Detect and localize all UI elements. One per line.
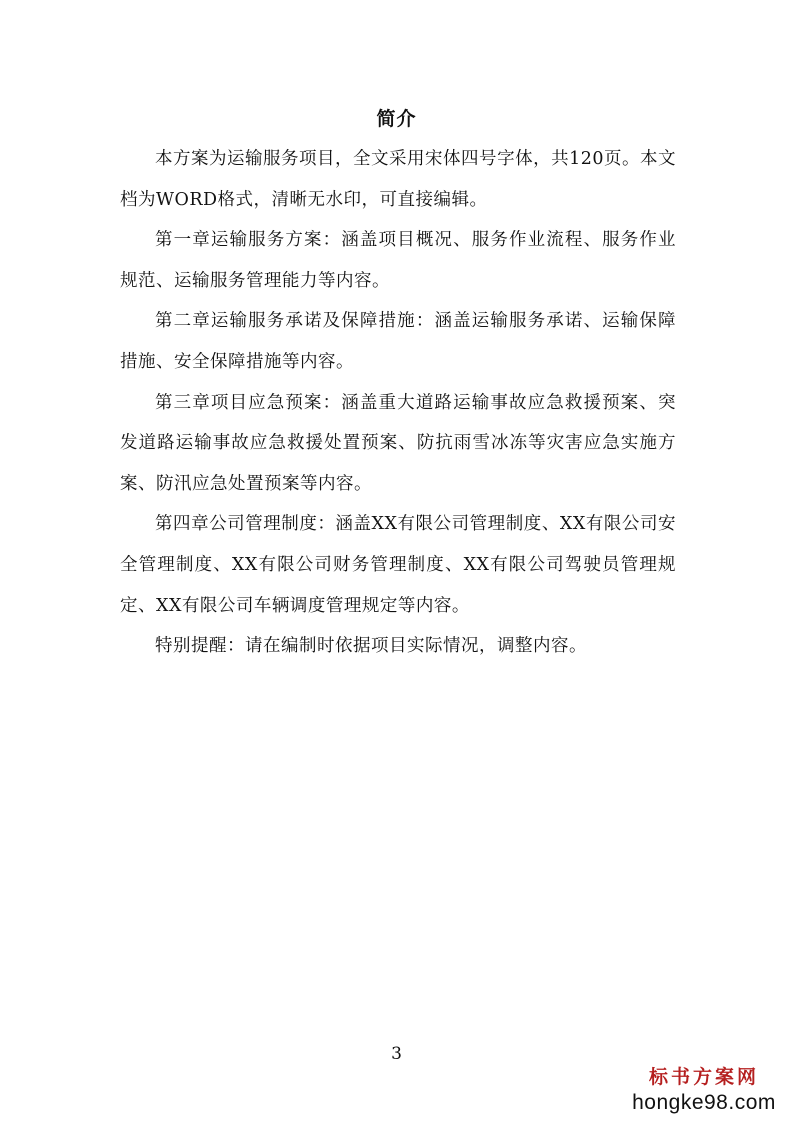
document-body	[120, 139, 676, 667]
paragraph-reminder: 特别提醒：请在编制时依据项目实际情况，调整内容。	[155, 636, 587, 657]
paragraph-chapter-1: 第一章运输服务方案：涵盖项目概况、服务作业流程、服务作业规范、运输服务管理能力等内容。	[120, 230, 676, 291]
paragraph-chapter-3: 第三章项目应急预案：涵盖重大道路运输事故应急救援预案、突发道路运输事故应急救援处置预案、防抗雨雪冰冻等灾害应急实施方案、防汛应急处置预案等内容。	[120, 392, 676, 494]
page-number: 3	[391, 1044, 402, 1064]
watermark-site-name: 标书方案网	[648, 1067, 759, 1088]
paragraph-chapter-2: 第二章运输服务承诺及保障措施：涵盖运输服务承诺、运输保障措施、安全保障措施等内容。	[120, 311, 676, 372]
paragraph-intro: 本方案为运输服务项目，全文采用宋体四号字体，共120页。本文档为WORD格式，清晰无水印，可直接编辑。	[120, 149, 676, 210]
site-watermark	[629, 1066, 779, 1116]
watermark-site-url: hongke98.com	[632, 1091, 776, 1114]
paragraph-chapter-4: 第四章公司管理制度：涵盖XX有限公司管理制度、XX有限公司安全管理制度、XX有限公司财务管理制度、XX有限公司驾驶员管理规定、XX有限公司车辆调度管理规定等内容。	[120, 514, 676, 616]
page-title: 简介	[376, 108, 417, 130]
